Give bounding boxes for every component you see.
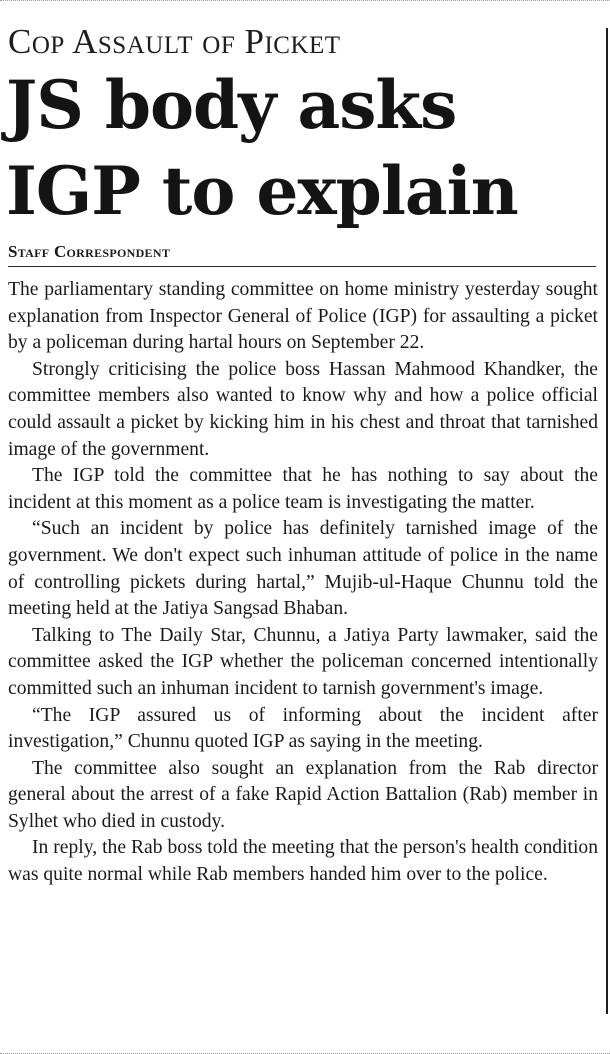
paragraph: The parliamentary standing committee on home ministry yesterday sought explanation from Inspector General of Police (IGP) for assaulting a picket by a policeman during hartal hours on September 22. bbox=[8, 279, 598, 354]
paragraph: The committee also sought an explanation from the Rab director general about the arrest of a fake Rapid Action Battalion (Rab) member in Sylhet who died in custody. bbox=[8, 757, 598, 832]
paragraph: “Such an incident by police has definitely tarnished image of the government. We don't expect such inhuman attitude of police in the name of controlling pickets during hartal,” Mujib-ul-Haque Chunnu told the meeting held at the Jatiya Sangsad Bhaban. bbox=[8, 518, 598, 620]
paragraph: The IGP told the committee that he has nothing to say about the incident at this moment as a police team is investigating the matter. bbox=[8, 465, 598, 513]
article-body bbox=[6, 277, 598, 889]
article-byline: Staff Correspondent bbox=[8, 242, 171, 261]
byline-divider bbox=[8, 266, 596, 267]
paragraph: In reply, the Rab boss told the meeting that the person's health condition was quite normal while Rab members handed him over to the police. bbox=[8, 837, 598, 886]
bottom-border bbox=[0, 1049, 610, 1054]
paragraph: “The IGP assured us of informing about the incident after investigation,” Chunnu quoted IGP as saying in the meeting. bbox=[8, 704, 598, 753]
top-border bbox=[0, 0, 610, 7]
column-rule bbox=[606, 28, 608, 1014]
paragraph: Strongly criticising the police boss Hassan Mahmood Khandker, the committee members also wanted to know why and how a police official could assault a picket by kicking him in his chest and throat that tarnished image of the government. bbox=[8, 358, 598, 460]
news-article bbox=[6, 18, 598, 889]
paragraph: Talking to The Daily Star, Chunnu, a Jatiya Party lawmaker, said the committee asked the IGP whether the policeman concerned intentionally committed such an inhuman incident to tarnish government's image. bbox=[8, 624, 598, 699]
article-headline: JS body asks IGP to explain bbox=[6, 66, 518, 230]
article-kicker: Cop Assault of Picket bbox=[8, 22, 341, 61]
